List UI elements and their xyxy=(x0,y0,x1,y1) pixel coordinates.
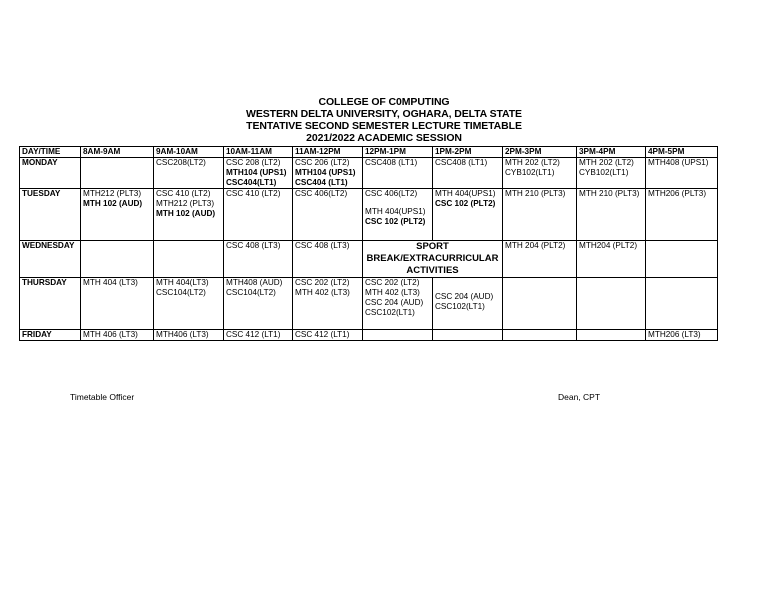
day-cell: THURSDAY xyxy=(20,278,81,330)
tuesday-row xyxy=(20,189,718,241)
course-entry: MTH 404(UPS1) xyxy=(365,207,426,216)
header-cell: 2PM-3PM xyxy=(503,147,577,158)
course-entry: CSC 412 (LT1) xyxy=(295,330,350,339)
course-entry: MTH408 (AUD) xyxy=(226,278,283,287)
timetable-title: TENTATIVE SECOND SEMESTER LECTURE TIMETABLE xyxy=(246,120,522,132)
slot-cell xyxy=(81,330,154,341)
course-entry: MTH 202 (LT2) xyxy=(579,158,634,167)
slot-cell xyxy=(503,158,577,189)
slot-cell xyxy=(154,241,224,278)
course-entry: MTH212 (PLT3) xyxy=(156,199,215,208)
course-entry: MTH104 (UPS1) xyxy=(226,168,287,177)
course-entry: CSC408 (LT1) xyxy=(435,158,488,167)
slot-cell xyxy=(81,241,154,278)
course-entry: MTH408 (UPS1) xyxy=(648,158,709,167)
course-entry: CYB102(LT1) xyxy=(505,168,555,177)
sport-break-cell: SPORT BREAK/EXTRACURRICULAR ACTIVITIES xyxy=(363,241,503,278)
header-cell: 11AM-12PM xyxy=(293,147,363,158)
course-entry: CSC 204 (AUD) xyxy=(365,298,424,307)
slot-cell xyxy=(646,158,718,189)
header-cell: 4PM-5PM xyxy=(646,147,718,158)
header-cell: 1PM-2PM xyxy=(433,147,503,158)
slot-cell xyxy=(577,278,646,330)
slot-cell xyxy=(81,158,154,189)
slot-cell xyxy=(363,158,433,189)
course-entry: CSC 202 (LT2) xyxy=(295,278,350,287)
course-entry: MTH 202 (LT2) xyxy=(505,158,560,167)
header-cell: DAY/TIME xyxy=(20,147,81,158)
slot-cell xyxy=(646,278,718,330)
slot-cell xyxy=(646,241,718,278)
slot-cell xyxy=(646,330,718,341)
course-entry: MTH206 (LT3) xyxy=(648,330,701,339)
course-entry: CSC104(LT2) xyxy=(156,288,206,297)
slot-cell xyxy=(577,241,646,278)
timetable xyxy=(19,146,718,341)
slot-cell xyxy=(577,189,646,241)
slot-cell xyxy=(503,189,577,241)
course-entry: CYB102(LT1) xyxy=(579,168,629,177)
slot-cell xyxy=(154,330,224,341)
slot-cell xyxy=(363,330,433,341)
header-cell: 3PM-4PM xyxy=(577,147,646,158)
course-entry: CSC 410 (LT2) xyxy=(226,189,281,198)
document-header xyxy=(0,96,768,144)
slot-cell xyxy=(363,189,433,241)
slot-cell xyxy=(154,278,224,330)
course-entry: MTH 210 (PLT3) xyxy=(505,189,566,198)
course-entry: CSC102(LT1) xyxy=(365,308,415,317)
course-entry: MTH 404(UPS1) xyxy=(435,189,496,198)
slot-cell xyxy=(293,241,363,278)
slot-cell xyxy=(577,330,646,341)
timetable-officer-signature: Timetable Officer xyxy=(70,392,135,402)
course-entry: CSC 206 (LT2) xyxy=(295,158,350,167)
monday-row xyxy=(20,158,718,189)
course-entry: MTH 402 (LT3) xyxy=(365,288,420,297)
slot-cell xyxy=(433,278,503,330)
session-title: 2021/2022 ACADEMIC SESSION xyxy=(306,132,462,144)
course-entry: MTH206 (PLT3) xyxy=(648,189,707,198)
course-entry: CSC404(LT1) xyxy=(226,178,277,187)
course-entry: MTH 402 (LT3) xyxy=(295,288,350,297)
slot-cell xyxy=(224,330,293,341)
slot-cell xyxy=(293,330,363,341)
dean-signature: Dean, CPT xyxy=(558,392,601,402)
course-entry: CSC104(LT2) xyxy=(226,288,276,297)
header-row xyxy=(20,147,718,158)
university-title: WESTERN DELTA UNIVERSITY, OGHARA, DELTA STATE xyxy=(246,108,522,120)
course-entry: MTH406 (LT3) xyxy=(156,330,209,339)
course-entry: MTH 204 (PLT2) xyxy=(505,241,566,250)
course-entry: CSC 406(LT2) xyxy=(365,189,418,198)
course-entry: CSC 408 (LT3) xyxy=(295,241,350,250)
course-entry: MTH204 (PLT2) xyxy=(579,241,638,250)
course-entry: CSC102(LT1) xyxy=(435,302,485,311)
slot-cell xyxy=(81,278,154,330)
slot-cell xyxy=(224,278,293,330)
course-entry: CSC 102 (PLT2) xyxy=(435,199,496,208)
course-entry: MTH 102 (AUD) xyxy=(83,199,143,208)
thursday-row xyxy=(20,278,718,330)
slot-cell xyxy=(433,189,503,241)
course-entry: CSC 406(LT2) xyxy=(295,189,348,198)
slot-cell xyxy=(224,241,293,278)
slot-cell xyxy=(433,330,503,341)
slot-cell xyxy=(503,278,577,330)
course-entry: CSC 410 (LT2) xyxy=(156,189,211,198)
slot-cell xyxy=(433,158,503,189)
slot-cell xyxy=(363,278,433,330)
slot-cell xyxy=(293,278,363,330)
header-cell: 8AM-9AM xyxy=(81,147,154,158)
slot-cell xyxy=(154,158,224,189)
course-entry: MTH104 (UPS1) xyxy=(295,168,356,177)
header-cell: 9AM-10AM xyxy=(154,147,224,158)
course-entry: MTH 102 (AUD) xyxy=(156,209,216,218)
slot-cell xyxy=(646,189,718,241)
slot-cell xyxy=(503,241,577,278)
course-entry: CSC 204 (AUD) xyxy=(435,292,494,301)
day-cell: FRIDAY xyxy=(20,330,81,341)
slot-cell xyxy=(293,189,363,241)
slot-cell xyxy=(224,158,293,189)
day-cell: MONDAY xyxy=(20,158,81,189)
course-entry: MTH 406 (LT3) xyxy=(83,330,138,339)
course-entry: MTH 210 (PLT3) xyxy=(579,189,640,198)
course-entry: CSC 412 (LT1) xyxy=(226,330,281,339)
header-cell: 10AM-11AM xyxy=(224,147,293,158)
course-entry: CSC408 (LT1) xyxy=(365,158,418,167)
course-entry: CSC 408 (LT3) xyxy=(226,241,281,250)
slot-cell xyxy=(293,158,363,189)
course-entry: CSC 102 (PLT2) xyxy=(365,217,426,226)
college-title: COLLEGE OF C0MPUTING xyxy=(318,96,450,108)
day-cell: TUESDAY xyxy=(20,189,81,241)
course-entry: CSC208(LT2) xyxy=(156,158,206,167)
course-entry: CSC404 (LT1) xyxy=(295,178,348,187)
slot-cell xyxy=(154,189,224,241)
course-entry: CSC 208 (LT2) xyxy=(226,158,281,167)
slot-cell xyxy=(81,189,154,241)
day-cell: WEDNESDAY xyxy=(20,241,81,278)
course-entry: MTH 404 (LT3) xyxy=(83,278,138,287)
header-cell: 12PM-1PM xyxy=(363,147,433,158)
slot-cell xyxy=(577,158,646,189)
course-entry: CSC 202 (LT2) xyxy=(365,278,420,287)
course-entry: MTH 404(LT3) xyxy=(156,278,209,287)
slot-cell xyxy=(503,330,577,341)
friday-row xyxy=(20,330,718,341)
course-entry: MTH212 (PLT3) xyxy=(83,189,142,198)
slot-cell xyxy=(224,189,293,241)
wednesday-row xyxy=(20,241,718,278)
